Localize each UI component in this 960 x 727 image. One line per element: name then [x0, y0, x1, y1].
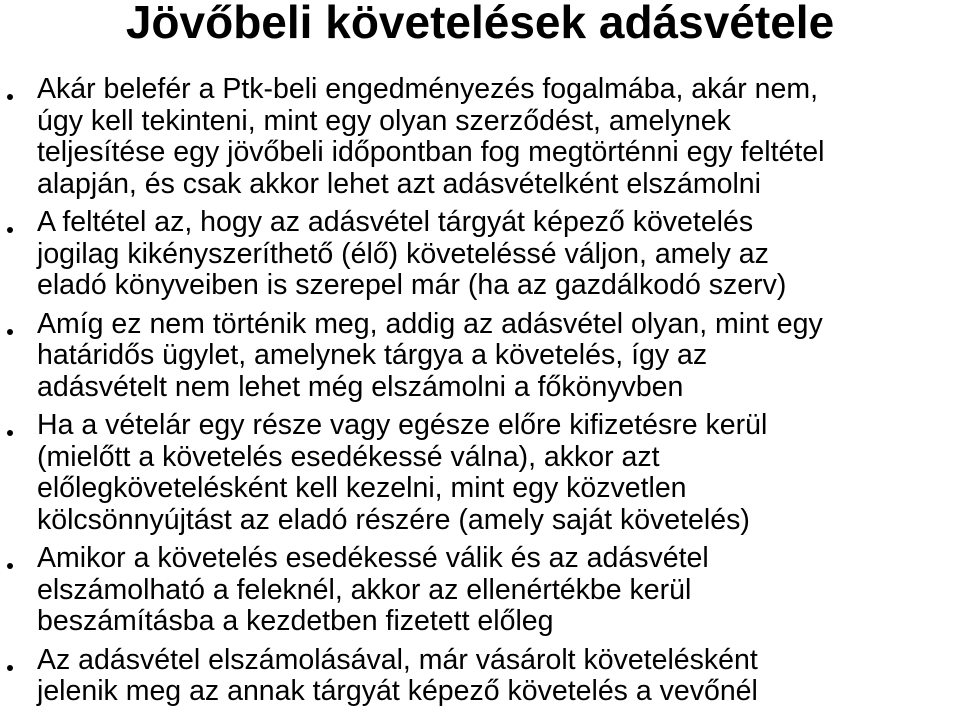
- bullet-line: elszámolható a feleknél, akkor az ellenértékbe kerül: [37, 573, 692, 606]
- bullet-dot-icon: [7, 563, 13, 569]
- bullet-line: beszámításba a kezdetben fizetett előleg: [37, 605, 554, 637]
- bullet-line: Amíg ez nem történik meg, addig az adásvétel olyan, mint egy: [37, 307, 823, 340]
- bullet-line: jelenik meg az annak tárgyát képező követelés a vevőnél: [37, 675, 758, 707]
- bullet-item: [0, 645, 960, 708]
- bullet-line: előlegkövetelésként kell kezelni, mint egy közvetlen: [37, 472, 687, 504]
- bullet-list: [0, 74, 960, 715]
- bullet-line: eladó könyveiben is szerepel már (ha az gazdálkodó szerv): [37, 269, 787, 301]
- bullet-dot-icon: [7, 665, 13, 671]
- bullet-item: [0, 543, 960, 638]
- bullet-dot-icon: [7, 430, 13, 436]
- bullet-dot-icon: [7, 94, 13, 100]
- bullet-line: határidős ügylet, amelynek tárgya a követelés, így az: [37, 339, 708, 371]
- bullet-line: A feltétel az, hogy az adásvétel tárgyát képező követelés: [37, 206, 754, 238]
- slide-title: Jövőbeli követelések adásvétele: [125, 0, 835, 48]
- bullet-line: adásvételt nem lehet még elszámolni a főkönyvben: [37, 370, 684, 403]
- bullet-line: Ha a vételár egy része vagy egésze előre kifizetésre kerül: [37, 409, 768, 441]
- bullet-item: [0, 207, 960, 302]
- bullet-line: Akár belefér a Ptk-beli engedményezés fogalmába, akár nem,: [37, 73, 819, 105]
- bullet-line: Amikor a követelés esedékessé válik és az adásvétel: [37, 542, 709, 574]
- bullet-item: [0, 410, 960, 536]
- bullet-line: kölcsönnyújtást az eladó részére (amely saját követelés): [37, 503, 750, 536]
- bullet-dot-icon: [7, 329, 13, 335]
- bullet-item: [0, 74, 960, 200]
- bullet-line: alapján, és csak akkor lehet azt adásvételként elszámolni: [37, 167, 761, 200]
- bullet-line: jogilag kikényszeríthető (élő) követeléssé váljon, amely az: [37, 237, 769, 270]
- bullet-item: [0, 309, 960, 404]
- bullet-line: teljesítése egy jövőbeli időpontban fog megtörténni egy feltétel: [37, 136, 825, 168]
- bullet-line: úgy kell tekinteni, mint egy olyan szerződést, amelynek: [37, 104, 731, 137]
- bullet-dot-icon: [7, 227, 13, 233]
- bullet-line: (mielőtt a követelés esedékessé válna), akkor azt: [37, 440, 660, 473]
- bullet-line: Az adásvétel elszámolásával, már vásárolt követelésként: [37, 643, 758, 676]
